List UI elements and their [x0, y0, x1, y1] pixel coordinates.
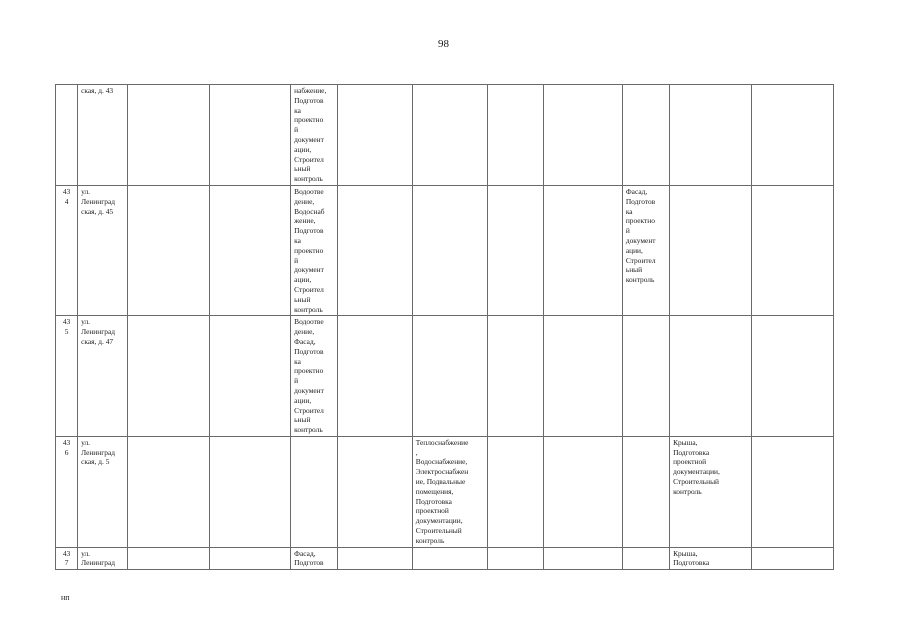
table-cell	[544, 547, 622, 570]
table-row	[56, 436, 834, 547]
table-cell	[128, 316, 209, 437]
table-row	[56, 547, 834, 570]
table-cell	[488, 185, 544, 315]
table-cell	[622, 436, 669, 547]
row-number: 43 4	[56, 185, 78, 315]
table-cell	[128, 547, 209, 570]
table-cell	[752, 316, 834, 437]
work-type-cell: Теплоснабжение , Водоснабжение, Электроснабжен ие, Подвальные помещения, Подготовка проектной документации, Строительный контроль	[412, 436, 487, 547]
table-cell	[670, 316, 752, 437]
table-cell	[752, 436, 834, 547]
table-cell	[670, 85, 752, 186]
footer-mark: нп	[61, 593, 70, 602]
table-cell	[209, 436, 290, 547]
row-number: 43 5	[56, 316, 78, 437]
table-cell	[752, 547, 834, 570]
work-type-cell: Фасад, Подготов	[291, 547, 338, 570]
table-cell	[622, 316, 669, 437]
row-number: 43 6	[56, 436, 78, 547]
table-cell	[412, 547, 487, 570]
work-type-cell: Крыша, Подготовка	[670, 547, 752, 570]
table-cell	[128, 85, 209, 186]
work-type-cell: Крыша, Подготовка проектной документации, Строительный контроль	[670, 436, 752, 547]
table-cell	[670, 185, 752, 315]
address-cell: ул. Ленинград	[78, 547, 128, 570]
table-cell	[209, 316, 290, 437]
table-cell	[544, 436, 622, 547]
table-cell	[752, 85, 834, 186]
table-cell	[544, 316, 622, 437]
address-cell: ул. Ленинград ская, д. 45	[78, 185, 128, 315]
table-cell	[544, 85, 622, 186]
table-cell	[622, 85, 669, 186]
table-cell	[752, 185, 834, 315]
table-cell	[412, 316, 487, 437]
table-cell	[488, 436, 544, 547]
table-cell	[488, 547, 544, 570]
table-row	[56, 316, 834, 437]
table-cell	[338, 185, 412, 315]
table-cell	[338, 436, 412, 547]
table-cell	[128, 436, 209, 547]
address-cell: ул. Ленинград ская, д. 5	[78, 436, 128, 547]
table-cell	[209, 185, 290, 315]
table-cell	[291, 436, 338, 547]
table-cell	[488, 85, 544, 186]
table-cell	[412, 85, 487, 186]
row-number: 43 7	[56, 547, 78, 570]
table-cell	[338, 316, 412, 437]
table-cell	[338, 547, 412, 570]
row-number	[56, 85, 78, 186]
table-cell	[488, 316, 544, 437]
address-cell: ская, д. 43	[78, 85, 128, 186]
table-cell	[128, 185, 209, 315]
work-type-cell: набжение, Подготов ка проектно й документ ации, Строител ьный контроль	[291, 85, 338, 186]
repair-schedule-table	[55, 84, 834, 570]
table-cell	[209, 547, 290, 570]
table-cell	[412, 185, 487, 315]
table-cell	[209, 85, 290, 186]
table-cell	[622, 547, 669, 570]
table-row	[56, 85, 834, 186]
address-cell: ул. Ленинград ская, д. 47	[78, 316, 128, 437]
table-cell	[338, 85, 412, 186]
table-row	[56, 185, 834, 315]
page-number: 98	[438, 38, 449, 50]
work-type-cell: Водоотве дение, Водоснаб жение, Подготов ка проектно й документ ации, Строител ьный контроль	[291, 185, 338, 315]
work-type-cell: Фасад, Подготов ка проектно й документ ации, Строител ьный контроль	[622, 185, 669, 315]
work-type-cell: Водоотве дение, Фасад, Подготов ка проектно й документ ации, Строител ьный контроль	[291, 316, 338, 437]
table-cell	[544, 185, 622, 315]
